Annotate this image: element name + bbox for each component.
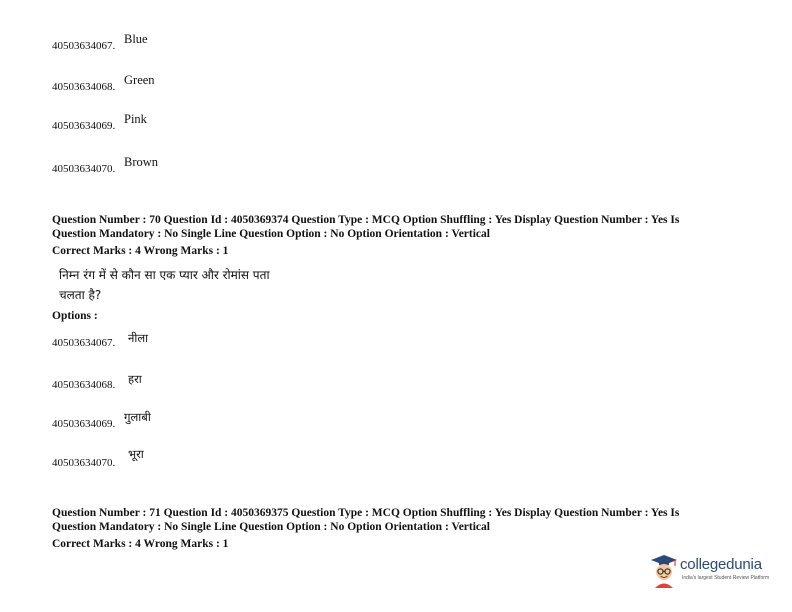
question-meta: Question Mandatory : No Single Line Question Option : No Option Orientation : Vertical xyxy=(52,228,490,240)
question-meta: Question Number : 70 Question Id : 4050369374 Question Type : MCQ Option Shuffling : Yes Display Question Number : Yes Is xyxy=(52,214,680,226)
question-marks: Correct Marks : 4 Wrong Marks : 1 xyxy=(52,538,229,550)
option-number: 40503634067. xyxy=(52,337,116,349)
option-text: Green xyxy=(124,73,155,87)
option-text: Blue xyxy=(124,32,148,46)
question-meta: Question Number : 71 Question Id : 4050369375 Question Type : MCQ Option Shuffling : Yes Display Question Number : Yes Is xyxy=(52,507,680,519)
question-text-line: चलता है? xyxy=(59,288,102,302)
option-text: नीला xyxy=(128,331,149,345)
option-number: 40503634070. xyxy=(52,163,116,175)
option-number: 40503634070. xyxy=(52,457,116,469)
option-number: 40503634068. xyxy=(52,81,116,93)
option-number: 40503634069. xyxy=(52,120,116,132)
option-text: भूरा xyxy=(128,447,144,461)
options-label: Options : xyxy=(52,310,98,322)
option-text: गुलाबी xyxy=(124,410,151,424)
option-number: 40503634069. xyxy=(52,418,116,430)
collegedunia-logo xyxy=(650,554,768,590)
question-marks: Correct Marks : 4 Wrong Marks : 1 xyxy=(52,245,229,257)
graduate-mascot-icon xyxy=(650,554,678,588)
option-number: 40503634068. xyxy=(52,379,116,391)
question-meta: Question Mandatory : No Single Line Question Option : No Option Orientation : Vertical xyxy=(52,521,490,533)
option-text: Pink xyxy=(124,112,147,126)
question-text-line: निम्न रंग में से कौन सा एक प्यार और रोमांस पता xyxy=(59,268,270,282)
option-text: हरा xyxy=(128,372,142,386)
brand-tagline: India's largest Student Review Platform xyxy=(682,575,770,581)
option-number: 40503634067. xyxy=(52,40,116,52)
brand-name: collegedunia xyxy=(680,556,762,573)
option-text: Brown xyxy=(124,155,159,169)
